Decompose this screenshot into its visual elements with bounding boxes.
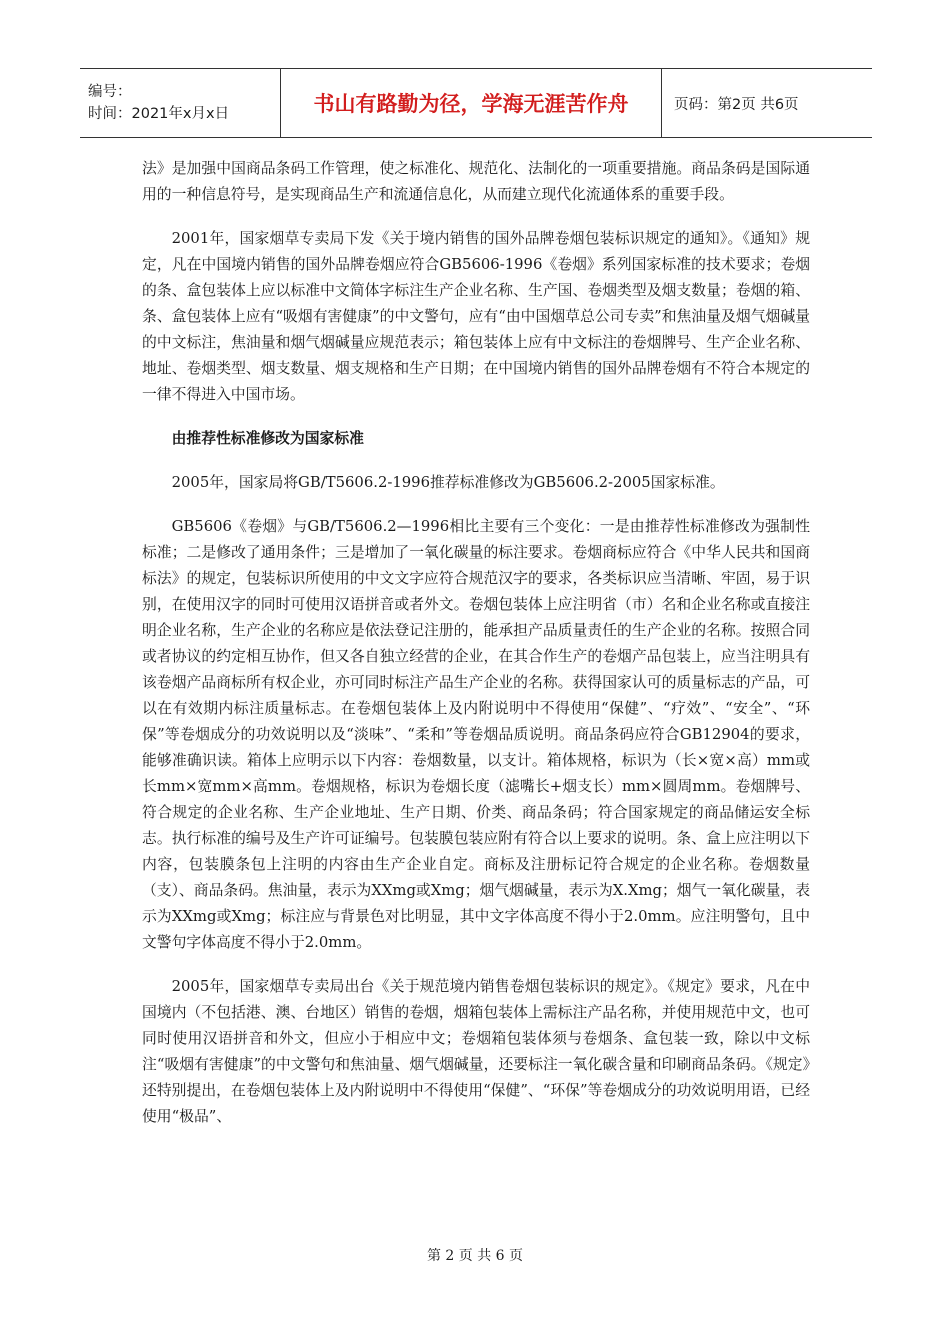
header-motto: 书山有路勤为径，学海无涯苦作舟 [281, 69, 662, 137]
document-date: 时间：2021年x月x日 [88, 106, 230, 122]
header-meta [80, 69, 281, 137]
paragraph-2005-regulation: 2005年，国家烟草专卖局出台《关于规范境内销售卷烟包装标识的规定》。《规定》要求，凡在中国境内（不包括港、澳、台地区）销售的卷烟，烟箱包装体上需标注产品名称，并使用规范中文，也可同时使用汉语拼音和外文，但应小于相应中文；卷烟箱包装体须与卷烟条、盒包装一致，除以中文标注“吸烟有害健康”的中文警句和焦油量、烟气烟碱量，还要标注一氧化碳含量和印刷商品条码。《规定》还特别提出，在卷烟包装体上及内附说明中不得使用“保健”、“环保”等卷烟成分的功效说明用语，已经使用“极品”、 [142, 978, 810, 1125]
paragraph-intro-continuation: 法》是加强中国商品条码工作管理，使之标准化、规范化、法制化的一项重要措施。商品条码是国际通用的一种信息符号，是实现商品生产和流通信息化，从而建立现代化流通体系的重要手段。 [142, 160, 810, 203]
header-page-number: 页码：第2页 共6页 [674, 96, 799, 113]
paragraph-2005-standard: 2005年，国家局将GB/T5606.2-1996推荐标准修改为GB5606.2-2005国家标准。 [171, 474, 725, 491]
paragraph-2001-notice: 2001年，国家烟草专卖局下发《关于境内销售的国外品牌卷烟包装标识规定的通知》。《通知》规定，凡在中国境内销售的国外品牌卷烟应符合GB5606-1996《卷烟》系列国家标准的技术要求；卷烟的条、盒包装体上应以标准中文简体字标注生产企业名称、生产国、卷烟类型及烟支数量；卷烟的箱、条、盒包装体上应有“吸烟有害健康”的中文警句，应有“由中国烟草总公司专卖”和焦油量及烟气烟碱量的中文标注，焦油量和烟气烟碱量应规范表示；箱包装体上应有中文标注的卷烟牌号、生产企业名称、地址、卷烟类型、烟支数量、烟支规格和生产日期；在中国境内销售的国外品牌卷烟有不符合本规定的一律不得进入中国市场。 [142, 230, 810, 403]
document-body [142, 156, 810, 1148]
paragraph-gb5606-changes: GB5606《卷烟》与GB/T5606.2—1996相比主要有三个变化：一是由推荐性标准修改为强制性标准；二是修改了通用条件；三是增加了一氧化碳量的标注要求。卷烟商标应符合《中华人民共和国商标法》的规定，包装标识所使用的中文文字应符合规范汉字的要求，各类标识应当清晰、牢固，易于识别，在使用汉字的同时可使用汉语拼音或者外文。卷烟包装体上应注明省（市）名和企业名称或直接注明企业名称，生产企业的名称应是依法登记注册的，能承担产品质量责任的生产企业的名称。按照合同或者协议的约定相互协作，但又各自独立经营的企业，在其合作生产的卷烟产品包装上，应当注明具有该卷烟产品商标所有权企业，亦可同时标注产品生产企业的名称。获得国家认可的质量标志的产品，可以在有效期内标注质量标志。在卷烟包装体上及内附说明中不得使用“保健”、“疗效”、“安全”、“环保”等卷烟成分的功效说明以及“淡味”、“柔和”等卷烟品质说明。商品条码应符合GB12904的要求，能够准确识读。箱体上应明示以下内容：卷烟数量，以支计。箱体规格，标识为（长×宽×高）mm或长mm×宽mm×高mm。卷烟规格，标识为卷烟长度（滤嘴长+烟支长）mm×圆周mm。卷烟牌号、符合规定的企业名称、生产企业地址、生产日期、价类、商品条码；符合国家规定的商品储运安全标志。执行标准的编号及生产许可证编号。包装膜包装应附有符合以上要求的说明。条、盒上应注明以下内容，包装膜条包上注明的内容由生产企业自定。商标及注册标记符合规定的企业名称。卷烟数量（支）、商品条码。焦油量，表示为XXmg或Xmg；烟气烟碱量，表示为X.Xmg；烟气一氧化碳量，表示为XXmg或Xmg；标注应与背景色对比明显，其中文字体高度不得小于2.0mm。应注明警句，且中文警句字体高度不得小于2.0mm。 [142, 518, 810, 951]
document-number-label: 编号： [88, 84, 132, 100]
page-footer: 第 2 页 共 6 页 [426, 1248, 524, 1264]
page-header [80, 68, 872, 138]
section-heading: 由推荐性标准修改为国家标准 [171, 430, 364, 447]
